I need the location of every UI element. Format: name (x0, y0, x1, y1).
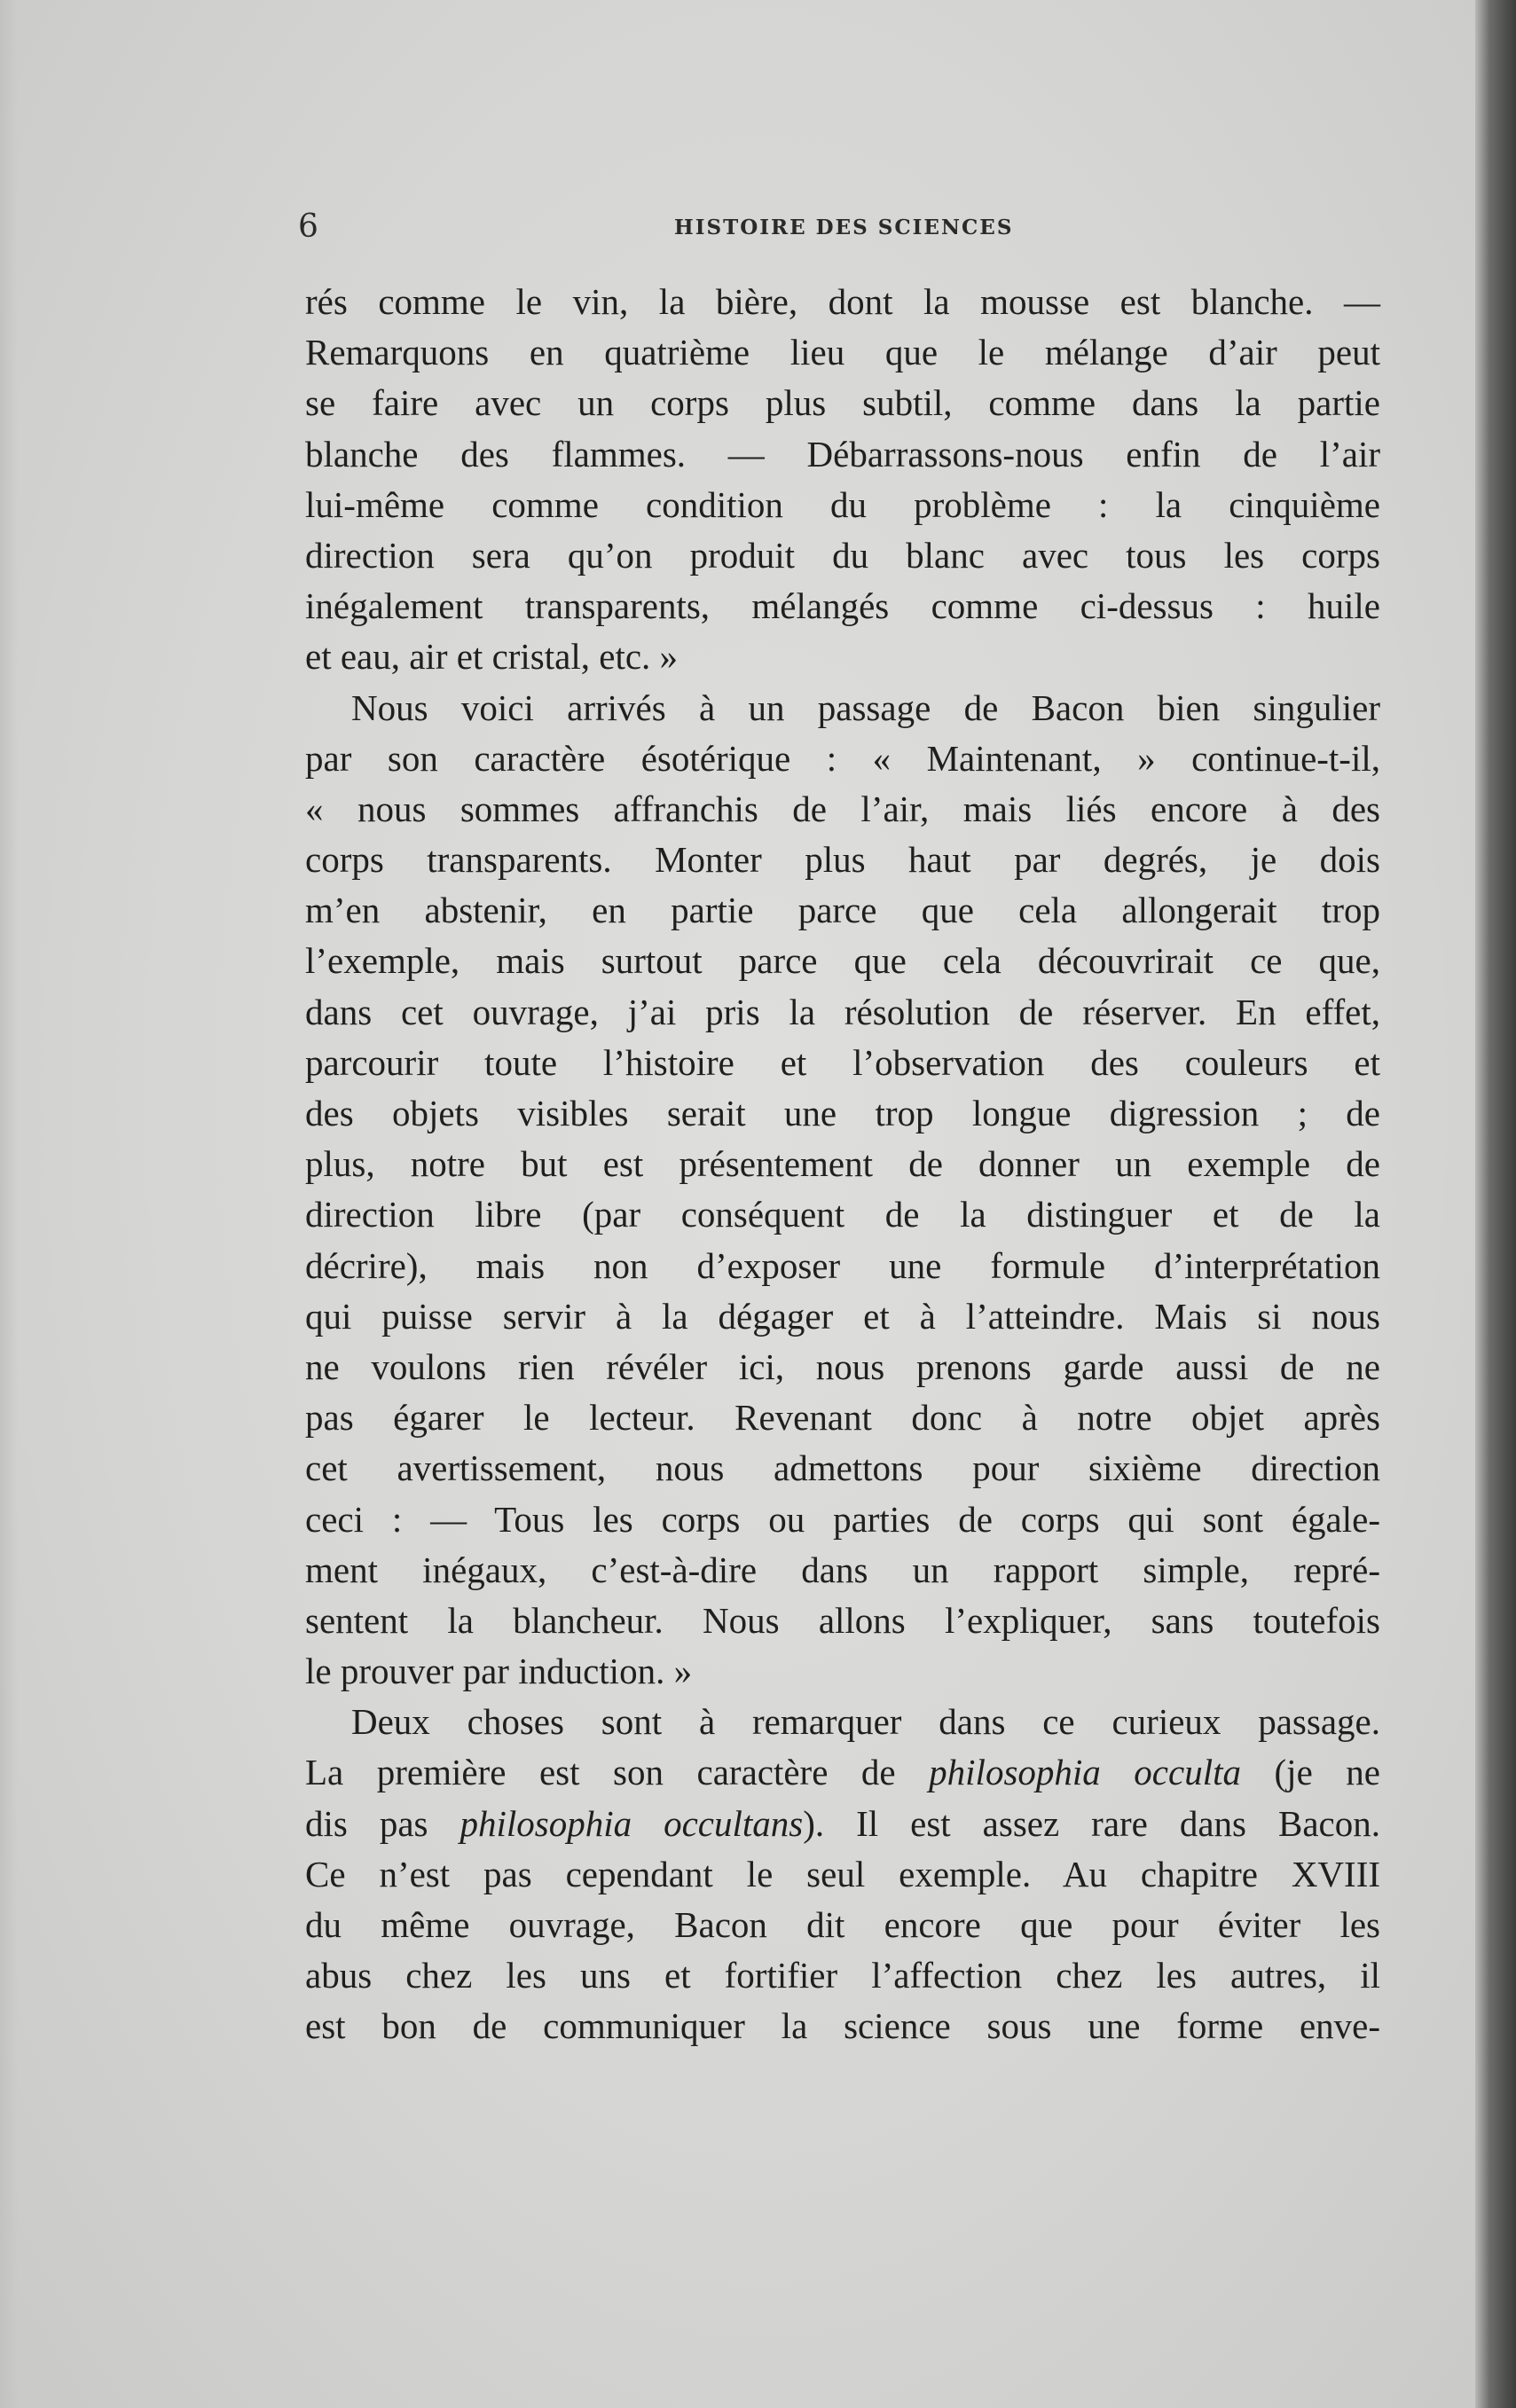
text-line: qui puisse servir à la dégager et à l’atteindre. Mais si nous (305, 1295, 1380, 1337)
text-line: direction sera qu’on produit du blanc avec tous les corps (305, 534, 1380, 576)
text-line: décrire), mais non d’exposer une formule d’interprétation (305, 1244, 1380, 1286)
text-line: Nous voici arrivés à un passage de Bacon bien singulier (351, 686, 1380, 728)
page-left-shadow (0, 0, 18, 2408)
running-title: HISTOIRE DES SCIENCES (674, 216, 1014, 239)
italic-term: philosophia occultans (460, 1802, 804, 1844)
text-line: du même ouvrage, Bacon dit encore que pour éviter les (305, 1904, 1380, 1945)
text-line: Deux choses sont à remarquer dans ce curieux passage. (351, 1701, 1380, 1743)
text-line: m’en abstenir, en partie parce que cela allongerait trop (305, 890, 1380, 931)
text-line: parcourir toute l’histoire et l’observation des couleurs et (305, 1041, 1380, 1083)
text-line (305, 1747, 1380, 1798)
text-line: dans cet ouvrage, j’ai pris la résolution de réserver. En effet, (305, 991, 1380, 1032)
text-span: La première est son caractère de (305, 1752, 930, 1793)
text-line: Ce n’est pas cependant le seul exemple. Au chapitre XVIII (305, 1853, 1380, 1894)
text-line: sentent la blancheur. Nous allons l’expliquer, sans toutefois (305, 1599, 1380, 1641)
text-line (305, 1799, 1380, 1849)
text-span: ). Il est assez rare dans Bacon. (803, 1802, 1380, 1844)
text-line: Remarquons en quatrième lieu que le mélange d’air peut (305, 332, 1380, 373)
text-line: abus chez les uns et fortifier l’affection chez les autres, il (305, 1955, 1380, 1996)
text-line: pas égarer le lecteur. Revenant donc à notre objet après (305, 1397, 1380, 1439)
text-line: blanche des flammes. — Débarrassons-nous enfin de l’air (305, 433, 1380, 475)
text-line: rés comme le vin, la bière, dont la mousse est blanche. — (305, 281, 1380, 322)
text-line: des objets visibles serait une trop longue digression ; de (305, 1093, 1380, 1133)
text-line: direction libre (par conséquent de la distinguer et de la (305, 1194, 1380, 1235)
page-number: 6 (298, 208, 318, 245)
body-text (305, 277, 1380, 2052)
text-line: se faire avec un corps plus subtil, comme dans la partie (305, 382, 1380, 424)
text-line: corps transparents. Monter plus haut par degrés, je dois (305, 839, 1380, 881)
text-line: et eau, air et cristal, etc. » (305, 636, 679, 678)
text-line: inégalement transparents, mélangés comme ci-dessus : huile (305, 585, 1380, 627)
text-line: lui-même comme condition du problème : la cinquième (305, 483, 1380, 525)
text-line: ne voulons rien révéler ici, nous prenons garde aussi de ne (305, 1345, 1380, 1387)
text-line: cet avertissement, nous admettons pour sixième direction (305, 1447, 1380, 1489)
page-binding-edge (1475, 0, 1516, 2408)
text-line: « nous sommes affranchis de l’air, mais liés encore à des (305, 788, 1380, 829)
italic-term: philosophia occulta (929, 1752, 1241, 1793)
page-header (298, 209, 1380, 245)
text-line: par son caractère ésotérique : « Maintenant, » continue-t-il, (305, 737, 1380, 779)
text-line: le prouver par induction. » (305, 1651, 693, 1692)
text-line: l’exemple, mais surtout parce que cela découvrirait ce que, (305, 940, 1380, 982)
text-span: (je ne (1241, 1752, 1380, 1793)
text-line: plus, notre but est présentement de donner un exemple de (305, 1143, 1380, 1185)
text-span: dis pas (305, 1802, 460, 1844)
text-line: ment inégaux, c’est-à-dire dans un rapport simple, repré- (305, 1549, 1380, 1590)
text-line: est bon de communiquer la science sous une forme enve- (305, 2005, 1380, 2047)
text-line: ceci : — Tous les corps ou parties de corps qui sont égale- (305, 1498, 1380, 1540)
